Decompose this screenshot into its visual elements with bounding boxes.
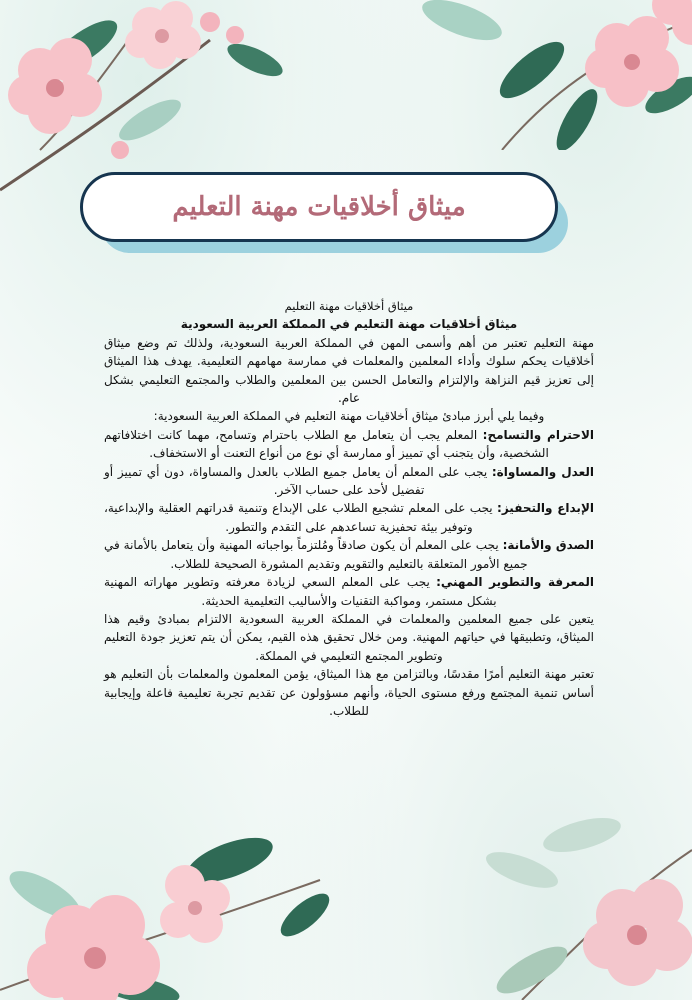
principle-text: يجب على المعلم السعي لزيادة معرفته وتطوير مهاراته المهنية بشكل مستمر، ومواكبة التقنيات والأساليب التعليمية الحديثة.	[104, 575, 497, 608]
principle-title: الاحترام والتسامح:	[482, 427, 595, 442]
document-body	[104, 297, 594, 720]
principle-honesty	[104, 536, 594, 573]
principle-text: يجب على المعلم تشجيع الطلاب على الإبداع وتنمية قدراتهم العقلية والإبداعية، وتوفير بيئة تحفيزية تساعدهم على التقدم والتطور.	[104, 501, 498, 534]
principle-title: المعرفة والتطوير المهني:	[436, 575, 594, 590]
principle-creativity	[104, 499, 594, 536]
principle-text: يجب على المعلم أن يعامل جميع الطلاب بالعدل والمساواة، دون أي تمييز أو تفضيل لأحد على حساب الآخر.	[104, 464, 492, 498]
closing-paragraph-2: تعتبر مهنة التعليم أمرًا مقدسًا، وبالتزامن مع هذا الميثاق، يؤمن المعلمون والمعلمات بأن التعليم هو أساس تنمية المجتمع ورفع مستوى الحياة، وأنهم مسؤولون عن تقديم تجربة تعليمية فاعلة وإيجابية للطلاب.	[104, 667, 594, 718]
principle-justice	[104, 463, 594, 500]
intro-paragraph: مهنة التعليم تعتبر من أهم وأسمى المهن في المملكة العربية السعودية، ولذلك تم وضع ميثاق أخلاقيات يحكم سلوك وأداء المعلمين والمعلمات في ممارسة مهامهم التعليمية. يهدف هذا الميثاق إلى تعزيز قيم النزاهة والإلتزام والتعامل الحسن بين المعلمين والطلاب والمجتمع التعليمي بشكل عام.	[104, 335, 594, 406]
principle-title: الإبداع والتحفيز:	[497, 501, 594, 516]
principle-title: العدل والمساواة:	[491, 464, 594, 479]
principles-intro: وفيما يلي أبرز مبادئ ميثاق أخلاقيات مهنة التعليم في المملكة العربية السعودية:	[153, 409, 545, 424]
closing-paragraph-1: يتعين على جميع المعلمين والمعلمات في المملكة العربية السعودية الالتزام بمبادئ وقيم هذا الميثاق، وتطبيقها في حياتهم المهنية. ومن خلال تحقيق هذه القيم، يمكن أن يتم تعزيز جودة التعليم وتطوير المجتمع التعليمي في المملكة.	[104, 611, 594, 663]
title-banner	[80, 172, 558, 242]
floral-decoration-bottom-left	[0, 820, 330, 1000]
principle-text: المعلم يجب أن يتعامل مع الطلاب باحترام وتسامح، مهما كانت اختلافاتهم الشخصية، وأن يتجنب أي تمييز أو ممارسة أي نوع من أنواع التعنت أو الاستخفاف.	[104, 427, 549, 461]
principle-title: الصدق والأمانة:	[502, 538, 594, 553]
principle-knowledge	[104, 573, 594, 610]
document-subtitle: ميثاق أخلاقيات مهنة التعليم	[284, 299, 414, 313]
principle-respect	[104, 426, 594, 463]
floral-decoration-top-right	[402, 0, 692, 150]
banner-title: ميثاق أخلاقيات مهنة التعليم	[172, 192, 466, 222]
floral-decoration-bottom-right	[462, 810, 692, 1000]
document-heading: ميثاق أخلاقيات مهنة التعليم في المملكة العربية السعودية	[180, 317, 518, 332]
principle-text: يجب على المعلم أن يكون صادقاً ومُلتزماً بواجباته المهنية وأن يتعامل بالأمانة في جميع الأمور المتعلقة بالتعليم والتقويم وتقديم المشورة الصحيحة للطلاب.	[104, 538, 528, 571]
